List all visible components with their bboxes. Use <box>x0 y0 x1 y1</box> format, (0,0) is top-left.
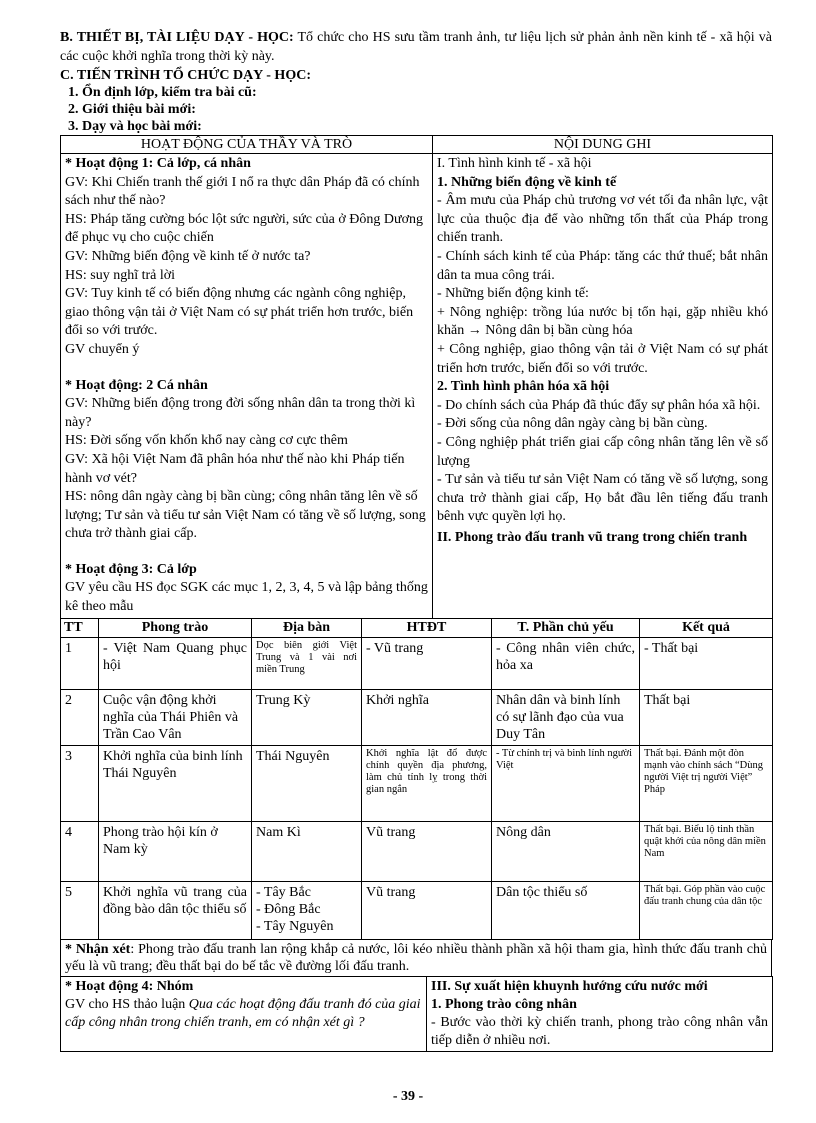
location-line: - Đông Bắc <box>256 901 321 917</box>
step-2: 2. Giới thiệu bài mới: <box>68 102 196 117</box>
cell-tt: 1 <box>61 637 99 689</box>
cell-force: Nhân dân và binh lính có sự lãnh đạo của vua Duy Tân <box>492 689 640 745</box>
cell-movement: - Việt Nam Quang phục hội <box>99 637 252 689</box>
activity-text: HS: Pháp tăng cường bóc lột sức người, sức của ở Đông Dương để phục vụ cho cuộc chiến <box>65 211 424 246</box>
content-text: - Do chính sách của Pháp đã thúc đẩy sự phân hóa xã hội. <box>437 397 761 413</box>
activity-text: GV: Xã hội Việt Nam đã phân hóa như thế nào khi Pháp tiến hành vơ vét? <box>65 451 405 486</box>
cell-force: Dân tộc thiểu số <box>492 881 640 939</box>
header-location: Địa bàn <box>252 618 362 637</box>
content-text: - Những biến động kinh tế: <box>437 286 589 302</box>
header-force: T. Phần chủ yếu <box>492 618 640 637</box>
activity-4-prefix: GV cho HS thảo luận <box>65 996 189 1012</box>
cell-location: Thái Nguyên <box>252 745 362 821</box>
activity-4-cell <box>61 976 427 1051</box>
content-text: + Công nghiệp, giao thông vận tải ở Việt Nam có sự phát triển hơn trước, biến đổi so với trước. <box>437 341 768 376</box>
cell-result: Thất bại <box>640 689 773 745</box>
cell-result: - Thất bại <box>640 637 773 689</box>
table-row <box>61 821 773 881</box>
activity-text: GV: Tuy kinh tế có biến động nhưng các ngành công nghiệp, giao thông vận tải ở Việt Nam có sự phát triển hơn trước, biến đổi so với trước. <box>65 286 414 339</box>
content-heading: 1. Phong trào công nhân <box>431 996 577 1012</box>
cell-form: - Vũ trang <box>362 637 492 689</box>
activity-4-title: * Hoạt động 4: Nhóm <box>65 978 194 994</box>
col-header-activities: HOẠT ĐỘNG CỦA THẦY VÀ TRÒ <box>61 136 433 154</box>
cell-tt: 5 <box>61 881 99 939</box>
activity-text: HS: suy nghĩ trả lời <box>65 267 176 283</box>
content-text: - Công nghiệp phát triển giai cấp công nhân tăng lên về số lượng <box>437 434 768 469</box>
header-form: HTĐT <box>362 618 492 637</box>
lesson-table <box>60 135 773 619</box>
note-cell <box>61 939 772 976</box>
activity-2-title: * Hoạt động: 2 Cá nhân <box>65 377 208 393</box>
note-label: * Nhận xét <box>65 941 131 957</box>
cell-tt: 3 <box>61 745 99 821</box>
activity-3-title: * Hoạt động 3: Cả lớp <box>65 561 197 577</box>
location-line: - Tây Bắc <box>256 884 311 900</box>
cell-form: Khởi nghĩa lật đổ được chính quyền địa phương, làm chủ tỉnh lỵ trong thời gian ngắn <box>362 745 492 821</box>
cell-result: Thất bại. Biểu lộ tinh thần quật khởi của nông dân miền Nam <box>640 821 773 881</box>
activity-4-text <box>65 996 422 1032</box>
table-row <box>61 689 773 745</box>
header-movement: Phong trào <box>99 618 252 637</box>
document-page <box>60 28 772 1052</box>
movements-table <box>60 618 773 940</box>
cell-location: Trung Kỳ <box>252 689 362 745</box>
content-text: + Nông nghiệp: trồng lúa nước bị tổn hại, gặp nhiều khó khăn → Nông dân bị bần cùng hóa <box>437 304 768 339</box>
content-cell <box>433 154 773 619</box>
cell-movement: Khởi nghĩa vũ trang của đồng bào dân tộc thiểu số <box>99 881 252 939</box>
activity-text: GV: Những biến động trong đời sống nhân dân ta trong thời kì này? <box>65 396 416 430</box>
table-row <box>61 881 773 939</box>
cell-location: Dọc biên giới Việt Trung và 1 vài nơi miền Trung <box>252 637 362 689</box>
cell-location <box>252 881 362 939</box>
content-heading: II. Phong trào đấu tranh vũ trang trong chiến tranh <box>437 529 748 545</box>
section-b-text: Tổ chức cho HS sưu tầm tranh ảnh, tư liệu lịch sử phản ảnh nền kinh tế - xã hội và các cuộc khởi nghĩa trong thời kỳ này. <box>60 30 772 64</box>
cell-form: Vũ trang <box>362 821 492 881</box>
content-text: - Đời sống của nông dân ngày càng bị bần cùng. <box>437 416 708 432</box>
step-3: 3. Dạy và học bài mới: <box>68 119 202 134</box>
cell-movement: Khởi nghĩa của binh lính Thái Nguyên <box>99 745 252 821</box>
cell-result: Thất bại. Đánh một đòn mạnh vào chính sách “Dùng người Việt trị người Việt” Pháp <box>640 745 773 821</box>
table-row <box>61 745 773 821</box>
cell-tt: 2 <box>61 689 99 745</box>
activity-text: GV: Khi Chiến tranh thế giới I nổ ra thực dân Pháp đã có chính sách như thế nào? <box>65 174 420 209</box>
section-b-label: B. THIẾT BỊ, TÀI LIỆU DẠY - HỌC: <box>60 30 294 45</box>
content-text: - Âm mưu của Pháp chủ trương vơ vét tối đa nhân lực, vật lực của thuộc địa để vào những tổn thất của Pháp trong chiến tranh. <box>437 193 768 246</box>
header-tt: TT <box>61 618 99 637</box>
activity-text: GV yêu cầu HS đọc SGK các mục 1, 2, 3, 4, 5 và lập bảng thống kê theo mẫu <box>65 580 428 615</box>
activity-text: GV: Những biến động về kinh tế ở nước ta? <box>65 248 311 264</box>
step-1: 1. Ổn định lớp, kiểm tra bài cũ: <box>68 85 257 100</box>
activity-text: GV chuyển ý <box>65 341 140 357</box>
content-heading: III. Sự xuất hiện khuynh hướng cứu nước mới <box>431 978 708 994</box>
section-c-title: C. TIẾN TRÌNH TỔ CHỨC DẠY - HỌC: <box>60 68 311 83</box>
location-line: - Tây Nguyên <box>256 918 334 934</box>
activity-text: HS: Đời sống vốn khốn khổ nay càng cơ cực thêm <box>65 433 348 449</box>
cell-force: - Từ chính trị và binh lính người Việt <box>492 745 640 821</box>
content-text: - Bước vào thời kỳ chiến tranh, phong trào công nhân vẫn tiếp diễn ở nhiều nơi. <box>431 1014 768 1048</box>
content-text: - Chính sách kinh tế của Pháp: tăng các thứ thuế; bắt nhân dân ta mua công trái. <box>437 248 768 283</box>
cell-form: Vũ trang <box>362 881 492 939</box>
header-result: Kết quả <box>640 618 773 637</box>
section-b <box>60 28 772 66</box>
page-number: - 39 - <box>392 1089 424 1104</box>
cell-tt: 4 <box>61 821 99 881</box>
cell-form: Khởi nghĩa <box>362 689 492 745</box>
col-header-content: NỘI DUNG GHI <box>433 136 773 154</box>
cell-movement: Cuộc vận động khởi nghĩa của Thái Phiên và Trần Cao Vân <box>99 689 252 745</box>
activity-1-title: * Hoạt động 1: Cả lớp, cá nhân <box>65 156 251 171</box>
content-text: - Tư sản và tiểu tư sản Việt Nam có tăng về số lượng, song chưa trở thành giai cấp, Họ bắt đầu lên tiếng đấu tranh bênh vực quyền lợi họ. <box>437 472 768 525</box>
activity-text: HS: nông dân ngày càng bị bần cùng; công nhân tăng lên về số lượng; Tư sản và tiểu tư sản Việt Nam có tăng về số lượng, song chưa trở thành giai cấp. <box>65 489 426 542</box>
content-heading: 2. Tình hình phân hóa xã hội <box>437 379 610 395</box>
activities-cell <box>61 154 433 619</box>
cell-result: Thất bại. Góp phần vào cuộc đấu tranh chung của dân tộc <box>640 881 773 939</box>
cell-force: - Công nhân viên chức, hỏa xa <box>492 637 640 689</box>
table-row <box>61 637 773 689</box>
section-iii-cell <box>427 976 773 1051</box>
cell-movement: Phong trào hội kín ở Nam kỳ <box>99 821 252 881</box>
note-table <box>60 939 772 977</box>
cell-force: Nông dân <box>492 821 640 881</box>
content-heading: I. Tình hình kinh tế - xã hội <box>437 156 592 171</box>
activity-4-question: Qua các hoạt động đấu tranh đó của giai cấp công nhân trong chiến tranh, em có nhận xét gì ? <box>65 996 421 1030</box>
cell-location: Nam Kì <box>252 821 362 881</box>
content-heading: 1. Những biến động về kinh tế <box>437 174 617 190</box>
activity-4-table <box>60 976 773 1052</box>
note-text: : Phong trào đấu tranh lan rộng khắp cả nước, lôi kéo nhiều thành phần xã hội tham gia, hình thức đấu tranh chủ yếu là vũ trang; đều thất bại do bế tắc về đường lối đấu tranh. <box>65 941 768 974</box>
